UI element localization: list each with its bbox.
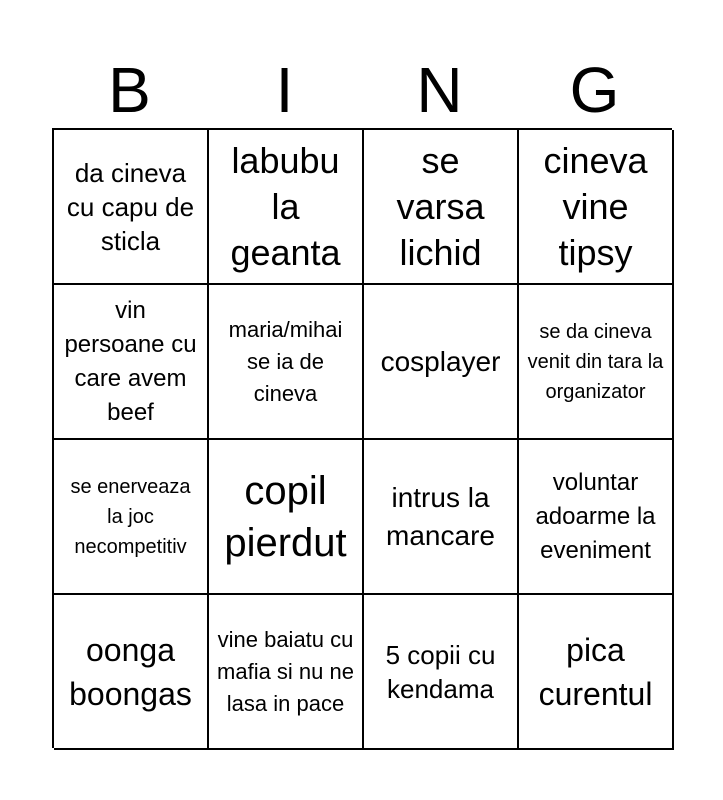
bingo-cell-text: voluntar adoarme la eveniment: [535, 468, 656, 564]
bingo-cell-16[interactable]: [519, 595, 674, 750]
bingo-cell-3[interactable]: [364, 130, 519, 285]
bingo-cell-text: se da cineva venit din tara la organizator: [527, 320, 664, 403]
bingo-cell-text: labubu la geanta: [230, 139, 341, 273]
bingo-cell-15[interactable]: [364, 595, 519, 750]
bingo-cell-text: vin persoane cu care avem beef: [64, 296, 197, 426]
bingo-cell-14[interactable]: [209, 595, 364, 750]
bingo-cell-2[interactable]: [209, 130, 364, 285]
header-letter-i: I: [275, 54, 294, 126]
header-letter-b: B: [108, 54, 151, 126]
bingo-cell-text: oonga boongas: [69, 631, 192, 712]
bingo-cell-text: da cineva cu capu de sticla: [66, 157, 195, 256]
bingo-cell-text: vine baiatu cu mafia si nu ne lasa in pace: [217, 626, 354, 716]
bingo-header: [52, 52, 672, 128]
bingo-cell-text: cosplayer: [380, 345, 501, 377]
bingo-cell-text: copil pierdut: [224, 468, 347, 565]
bingo-cell-6[interactable]: [209, 285, 364, 440]
header-letter-g: G: [569, 54, 620, 126]
header-letter-n: N: [416, 54, 463, 126]
bingo-cell-7[interactable]: [364, 285, 519, 440]
bingo-cell-text: 5 copii cu kendama: [385, 639, 496, 704]
bingo-cell-text: intrus la mancare: [386, 481, 495, 551]
bingo-cell-12[interactable]: [519, 440, 674, 595]
bingo-cell-text: cineva vine tipsy: [543, 139, 648, 273]
bingo-cell-13[interactable]: [54, 595, 209, 750]
bingo-cell-text: pica curentul: [538, 631, 653, 712]
bingo-cell-4[interactable]: [519, 130, 674, 285]
bingo-cell-text: se varsa lichid: [396, 139, 485, 273]
bingo-cell-8[interactable]: [519, 285, 674, 440]
bingo-cell-11[interactable]: [364, 440, 519, 595]
bingo-cell-text: maria/mihai se ia de cineva: [228, 316, 343, 406]
bingo-cell-1[interactable]: [54, 130, 209, 285]
bingo-cell-9[interactable]: [54, 440, 209, 595]
bingo-cell-10[interactable]: [209, 440, 364, 595]
bingo-cell-5[interactable]: [54, 285, 209, 440]
bingo-board: [52, 128, 672, 748]
bingo-cell-text: se enerveaza la joc necompetitiv: [70, 475, 191, 558]
